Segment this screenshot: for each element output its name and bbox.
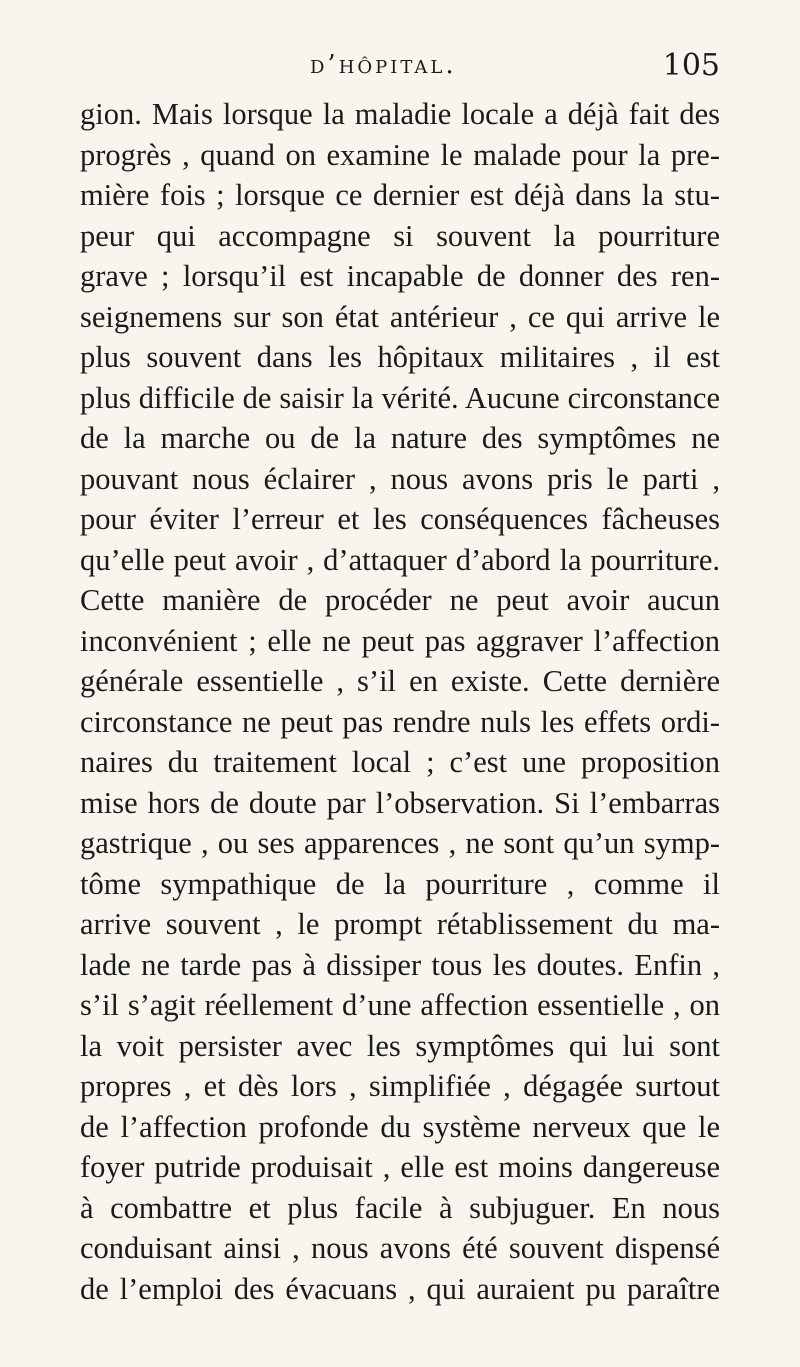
text-line: pouvant nous éclairer , nous avons pris le parti ,: [80, 461, 720, 496]
body-text: [80, 94, 720, 1309]
text-line: progrès , quand on examine le malade pour la pre-: [80, 137, 720, 172]
text-line: foyer putride produisait , elle est moins dangereuse: [80, 1150, 720, 1184]
text-line: Cette manière de procéder ne peut avoir aucun: [80, 583, 720, 617]
text-line: qu’elle peut avoir , d’attaquer d’abord la pourriture.: [80, 542, 720, 577]
text-line: grave ; lorsqu’il est incapable de donner des ren-: [80, 259, 720, 293]
text-line: de la marche ou de la nature des symptômes ne: [80, 421, 720, 455]
text-line: plus souvent dans les hôpitaux militaires , il est: [80, 340, 720, 374]
text-line: gastrique , ou ses apparences , ne sont qu’un symp-: [80, 826, 720, 860]
text-line: gion. Mais lorsque la maladie locale a déjà fait des: [80, 97, 720, 131]
text-line: peur qui accompagne si souvent la pourriture: [80, 218, 720, 253]
text-line: à combattre et plus facile à subjuguer. En nous: [80, 1190, 720, 1225]
text-line: propres , et dès lors , simplifiée , dégagée surtout: [80, 1069, 720, 1103]
text-line: pour éviter l’erreur et les conséquences fâcheuses: [80, 502, 720, 536]
text-line: mise hors de doute par l’observation. Si l’embarras: [80, 785, 720, 820]
running-title: d’hôpital.: [310, 50, 457, 80]
text-line: arrive souvent , le prompt rétablissement du ma-: [80, 907, 720, 941]
text-line: naires du traitement local ; c’est une proposition: [80, 745, 720, 779]
text-line: s’il s’agit réellement d’une affection essentielle , on: [80, 988, 720, 1022]
text-line: de l’affection profonde du système nerveux que le: [80, 1109, 720, 1144]
text-line: de l’emploi des évacuans , qui auraient pu paraître: [80, 1271, 720, 1306]
text-line: générale essentielle , s’il en existe. Cette dernière: [80, 664, 720, 698]
running-head: [100, 50, 720, 90]
text-line: lade ne tarde pas à dissiper tous les doutes. Enfin ,: [80, 947, 720, 982]
text-line: conduisant ainsi , nous avons été souvent dispensé: [80, 1231, 720, 1265]
text-line: mière fois ; lorsque ce dernier est déjà dans la stu-: [80, 178, 720, 212]
text-line: plus difficile de saisir la vérité. Aucune circonstance: [80, 380, 720, 415]
text-line: seignemens sur son état antérieur , ce qui arrive le: [80, 299, 720, 334]
text-line: la voit persister avec les symptômes qui lui sont: [80, 1028, 720, 1063]
text-line: circonstance ne peut pas rendre nuls les effets ordi-: [80, 704, 720, 739]
text-line: inconvénient ; elle ne peut pas aggraver l’affection: [80, 623, 720, 658]
text-line: tôme sympathique de la pourriture , comme il: [80, 866, 720, 901]
page-number: 105: [662, 48, 720, 83]
